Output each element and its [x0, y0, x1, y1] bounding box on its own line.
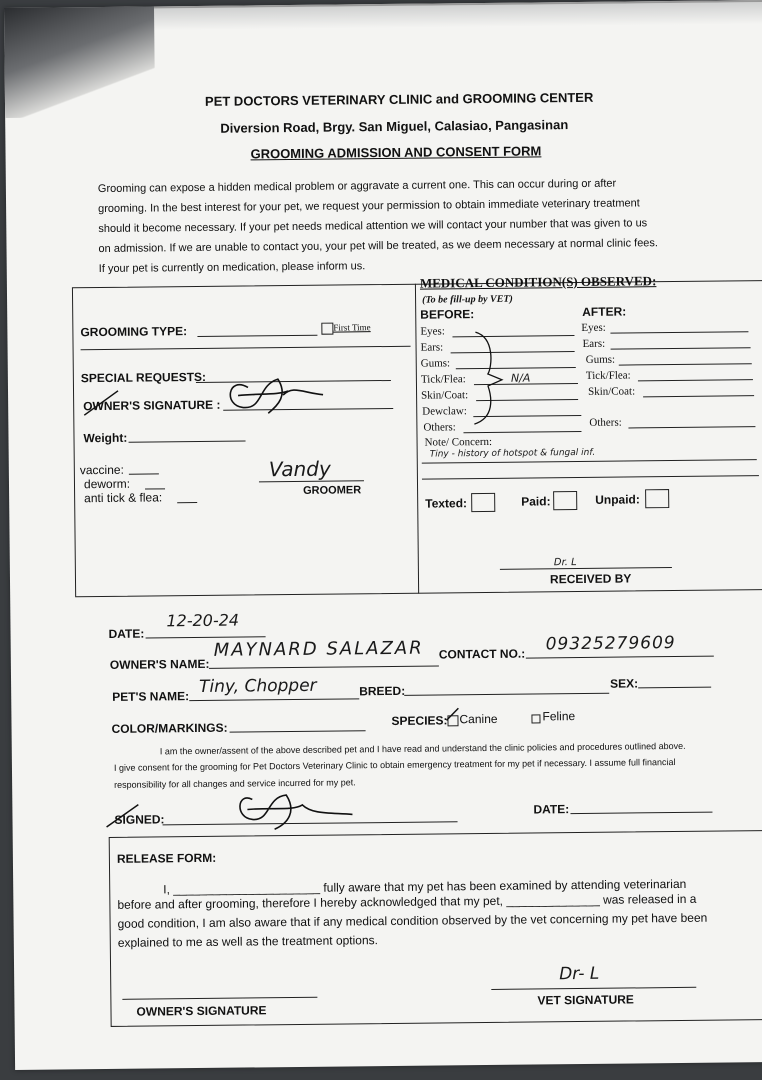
pet-name-label: PET'S NAME:: [112, 689, 190, 704]
release-owner-signature-label: OWNER'S SIGNATURE: [136, 1003, 267, 1019]
owner-name-value: MAYNARD SALAZAR: [213, 637, 424, 661]
unpaid-checkbox[interactable]: [645, 489, 669, 508]
consent-line: I give consent for the grooming for Pet Doctors Veterinary Clinic to obtain emergency treatment for my pet if necessary. I assume full financial: [113, 757, 676, 773]
after-skin-coat: Skin/Coat:: [587, 385, 636, 398]
form-title: GROOMING ADMISSION AND CONSENT FORM: [250, 143, 542, 162]
color-markings-field[interactable]: [230, 730, 366, 732]
intro-line: Grooming can expose a hidden medical problem or aggravate a current one. This can occur during or after: [97, 177, 617, 196]
before-tick-flea: Tick/Flea:: [420, 373, 466, 386]
signed-label: SIGNED:: [114, 812, 165, 827]
first-time-checkbox[interactable]: [321, 323, 333, 335]
after-heading: AFTER:: [582, 304, 627, 319]
contact-label: CONTACT NO.:: [438, 646, 526, 662]
release-vet-signature-mark: Dr- L: [559, 963, 600, 985]
na-mark: N/A: [510, 371, 531, 385]
note-label: Note/ Concern:: [424, 435, 493, 449]
before-gums: Gums:: [420, 357, 451, 370]
after-tick-flea: Tick/Flea:: [585, 369, 631, 382]
intro-line: on admission. If we are unable to contact you, your pet will be treated, as we deem necessary at normal clinic fees.: [98, 237, 659, 256]
release-line: good condition, I am also aware that if any medical condition observed by the vet concerning my pet have been: [117, 910, 708, 931]
date-label: DATE:: [108, 626, 145, 641]
paid-checkbox[interactable]: [553, 491, 577, 510]
release-vet-signature-label: VET SIGNATURE: [537, 992, 634, 1008]
owner-name-label: OWNER'S NAME:: [109, 656, 210, 672]
groomer-signature: Vandy: [268, 456, 331, 482]
date-value: 12-20-24: [166, 610, 240, 631]
received-signature: Dr. L: [553, 557, 577, 569]
release-title: RELEASE FORM:: [116, 850, 217, 866]
intro-line: should it become necessary. If your pet needs medical attention we will contact your number that was given to us: [98, 217, 648, 236]
signed-signature-mark: [102, 784, 363, 837]
consent-line: I am the owner/assent of the above described pet and I have read and understand the clinic policies and procedures outlined above.: [159, 740, 686, 757]
release-line: explained to me as well as the treatment options.: [117, 933, 379, 950]
first-time-label: First Time: [333, 322, 371, 333]
sex-label: SEX:: [610, 676, 639, 691]
color-markings-label: COLOR/MARKINGS:: [111, 720, 228, 736]
deworm-field[interactable]: [145, 488, 165, 489]
release-line: before and after grooming, therefore I hereby acknowledged that my pet, ______________ was released in a: [117, 891, 697, 912]
medical-title: MEDICAL CONDITION(S) OBSERVED:: [419, 273, 657, 291]
sex-field[interactable]: [638, 687, 711, 689]
weight-label: Weight:: [83, 430, 128, 446]
vaccine-label: vaccine:: [79, 462, 124, 478]
date2-label: DATE:: [533, 802, 570, 817]
folded-corner: [4, 6, 155, 118]
date-field[interactable]: [146, 636, 266, 638]
form-page: [4, 0, 762, 1070]
note-value[interactable]: Tiny - history of hotspot & fungal inf.: [429, 447, 596, 460]
before-dewclaw: Dewclaw:: [422, 405, 467, 418]
after-ears: Ears:: [582, 337, 606, 350]
contact-value: 09325279609: [545, 633, 676, 655]
deworm-label: deworm:: [83, 476, 131, 492]
after-others: Others:: [589, 416, 622, 429]
pet-name-value: Tiny, Chopper: [199, 675, 317, 697]
before-eyes: Eyes:: [420, 325, 445, 338]
special-requests-label: SPECIAL REQUESTS:: [80, 369, 207, 386]
after-gums: Gums:: [585, 353, 616, 366]
intro-line: grooming. In the best interest for your pet, we request your permission to obtain immediate veterinary treatment: [98, 197, 640, 216]
received-by-label: RECEIVED BY: [549, 571, 632, 587]
before-others: Others:: [423, 421, 456, 434]
release-line: I, ______________________ fully aware that my pet has been examined by attending veterinarian: [163, 876, 687, 897]
owners-signature-label: OWNER'S SIGNATURE :: [83, 397, 221, 414]
before-ears: Ears:: [420, 341, 444, 354]
breed-label: BREED:: [359, 683, 406, 699]
unpaid-label: Unpaid:: [595, 492, 640, 507]
feline-label: Feline: [542, 709, 576, 724]
anti-tick-label: anti tick & flea:: [84, 490, 163, 506]
clinic-name: PET DOCTORS VETERINARY CLINIC and GROOMING CENTER: [204, 89, 594, 109]
medical-subtitle: (To be fill-up by VET): [422, 293, 513, 306]
before-skin-coat: Skin/Coat:: [421, 389, 469, 402]
groomer-label: GROOMER: [303, 484, 362, 497]
paid-label: Paid:: [521, 494, 551, 509]
after-eyes: Eyes:: [581, 321, 606, 334]
grooming-type-label: GROOMING TYPE:: [80, 324, 188, 340]
owner-name-field[interactable]: [209, 665, 439, 668]
pet-name-field[interactable]: [189, 698, 359, 701]
date2-field[interactable]: [570, 812, 712, 814]
breed-field[interactable]: [404, 693, 609, 696]
before-heading: BEFORE:: [420, 307, 475, 322]
consent-line: responsibility for all changes and service incurred for my pet.: [114, 777, 356, 790]
texted-label: Texted:: [425, 496, 468, 511]
clinic-address: Diversion Road, Brgy. San Miguel, Calasiao, Pangasinan: [220, 117, 569, 136]
feline-checkbox[interactable]: [531, 714, 540, 723]
species-label: SPECIES:: [391, 713, 448, 728]
intro-line: If your pet is currently on medication, please inform us.: [98, 260, 366, 276]
texted-checkbox[interactable]: [471, 493, 495, 512]
paper-top-edge: [124, 0, 762, 31]
canine-label: Canine: [459, 711, 498, 727]
anti-tick-field[interactable]: [177, 502, 197, 503]
na-bracket: [467, 328, 508, 428]
contact-field[interactable]: [526, 656, 714, 659]
owner-signature-mark: [78, 364, 409, 427]
